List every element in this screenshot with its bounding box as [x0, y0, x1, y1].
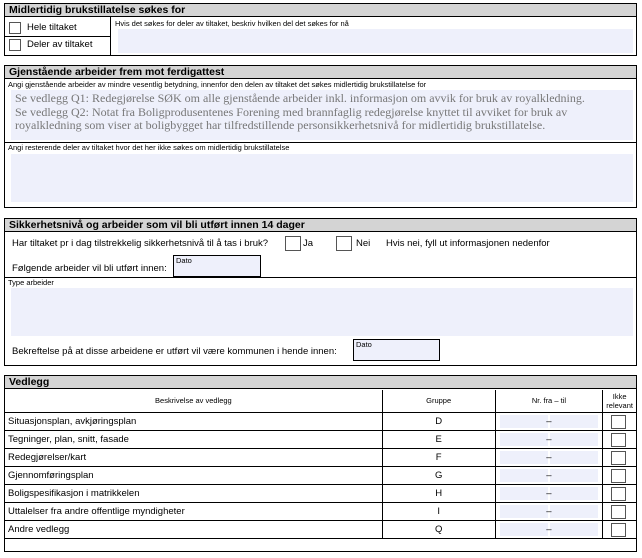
header-description: Beskrivelse av vedlegg — [5, 390, 382, 412]
table-row — [5, 502, 636, 520]
attachments-table — [5, 390, 636, 539]
remaining-label: Angi gjenstående arbeider av mindre vesentlig betydning, innenfor den delen av tiltaket det søkes midlertidig brukstillatelse for — [8, 80, 427, 89]
section-brukstillatelse — [4, 3, 637, 56]
date-placeholder: Dato — [176, 256, 192, 265]
table-row — [5, 466, 636, 484]
other-parts-label: Angi resterende deler av tiltaket hvor det her ikke søkes om midlertidig brukstillatelse — [8, 143, 290, 152]
row-group: E — [382, 430, 495, 448]
confirm-date-field[interactable] — [353, 339, 440, 361]
row-not-relevant — [603, 484, 636, 502]
hele-tiltaket-label: Hele tiltaket — [27, 22, 77, 33]
ja-checkbox[interactable] — [285, 236, 301, 251]
not-relevant-checkbox[interactable] — [611, 451, 626, 465]
section-title: Gjenstående arbeider frem mot ferdigattest — [5, 66, 636, 79]
row-group: H — [382, 484, 495, 502]
nei-label: Nei — [356, 238, 371, 249]
other-parts-field[interactable] — [11, 154, 633, 202]
work-date-field[interactable] — [173, 255, 261, 277]
section-title: Midlertidig brukstillatelse søkes for — [5, 4, 636, 17]
row-number: – — [495, 502, 603, 520]
row-number: – — [495, 430, 603, 448]
no-hint: Hvis nei, fyll ut informasjonen nedenfor — [386, 238, 550, 249]
type-work-field[interactable] — [11, 288, 633, 336]
header-number: Nr. fra – til — [495, 390, 603, 412]
confirm-label: Bekreftelse på at disse arbeidene er utført vil være kommunen i hende innen: — [12, 346, 337, 357]
row-description: Situasjonsplan, avkjøringsplan — [5, 412, 382, 430]
not-relevant-checkbox[interactable] — [611, 433, 626, 447]
row-number: – — [495, 448, 603, 466]
table-row — [5, 412, 636, 430]
confirm-date-placeholder: Dato — [356, 340, 372, 349]
type-label: Type arbeider — [8, 278, 54, 287]
table-row — [5, 484, 636, 502]
header-group: Gruppe — [382, 390, 495, 412]
not-relevant-checkbox[interactable] — [611, 487, 626, 501]
not-relevant-checkbox[interactable] — [611, 415, 626, 429]
row-not-relevant — [603, 430, 636, 448]
row-group: F — [382, 448, 495, 466]
section-gjenstaende — [4, 65, 637, 208]
not-relevant-checkbox[interactable] — [611, 469, 626, 483]
row-not-relevant — [603, 502, 636, 520]
row-description: Redegjørelser/kart — [5, 448, 382, 466]
not-relevant-checkbox[interactable] — [611, 523, 626, 537]
parts-description-field[interactable] — [118, 29, 633, 53]
row-not-relevant — [603, 520, 636, 538]
row-group: Q — [382, 520, 495, 538]
section-sikkerhetsniva — [4, 218, 637, 366]
section-title: Vedlegg — [5, 376, 636, 389]
row-description: Boligspesifikasjon i matrikkelen — [5, 484, 382, 502]
row-description: Uttalelser fra andre offentlige myndigheter — [5, 502, 382, 520]
row-number: – — [495, 484, 603, 502]
remaining-work-field[interactable] — [11, 90, 633, 140]
work-label: Følgende arbeider vil bli utført innen: — [12, 263, 167, 274]
remaining-work-value: Se vedlegg Q1: Redegjørelse SØK om alle gjenstående arbeider inkl. informasjon om avvik for bruk av royalkledning. Se vedlegg Q2: Notat fra Boligprodusentenes Forening med brannfaglig redegjørelse knyttet til avviket for bruk av royalkledning som viser at boligbygget har tilfredstillende personsikkerhetsnivå for midlertidig brukstillatelse. — [15, 91, 585, 132]
row-number: – — [495, 412, 603, 430]
row-number: – — [495, 520, 603, 538]
table-row — [5, 448, 636, 466]
table-row — [5, 520, 636, 538]
not-relevant-checkbox[interactable] — [611, 505, 626, 519]
row-not-relevant — [603, 466, 636, 484]
hele-tiltaket-checkbox[interactable] — [9, 22, 21, 34]
row-not-relevant — [603, 448, 636, 466]
row-description: Andre vedlegg — [5, 520, 382, 538]
row-description: Tegninger, plan, snitt, fasade — [5, 430, 382, 448]
row-not-relevant — [603, 412, 636, 430]
row-group: D — [382, 412, 495, 430]
deler-av-tiltaket-label: Deler av tiltaket — [27, 39, 93, 50]
deler-av-tiltaket-checkbox[interactable] — [9, 39, 21, 51]
safety-question: Har tiltaket pr i dag tilstrekkelig sikkerhetsnivå til å tas i bruk? — [12, 238, 269, 249]
parts-hint: Hvis det søkes for deler av tiltaket, beskriv hvilken del det søkes for nå — [115, 19, 349, 28]
section-vedlegg — [4, 375, 637, 552]
nei-checkbox[interactable] — [336, 236, 352, 251]
ja-label: Ja — [303, 238, 314, 249]
row-group: G — [382, 466, 495, 484]
section-title: Sikkerhetsnivå og arbeider som vil bli utført innen 14 dager — [5, 219, 636, 232]
row-number: – — [495, 466, 603, 484]
table-row — [5, 430, 636, 448]
header-not-relevant: Ikke relevant — [603, 390, 636, 412]
row-description: Gjennomføringsplan — [5, 466, 382, 484]
row-group: I — [382, 502, 495, 520]
